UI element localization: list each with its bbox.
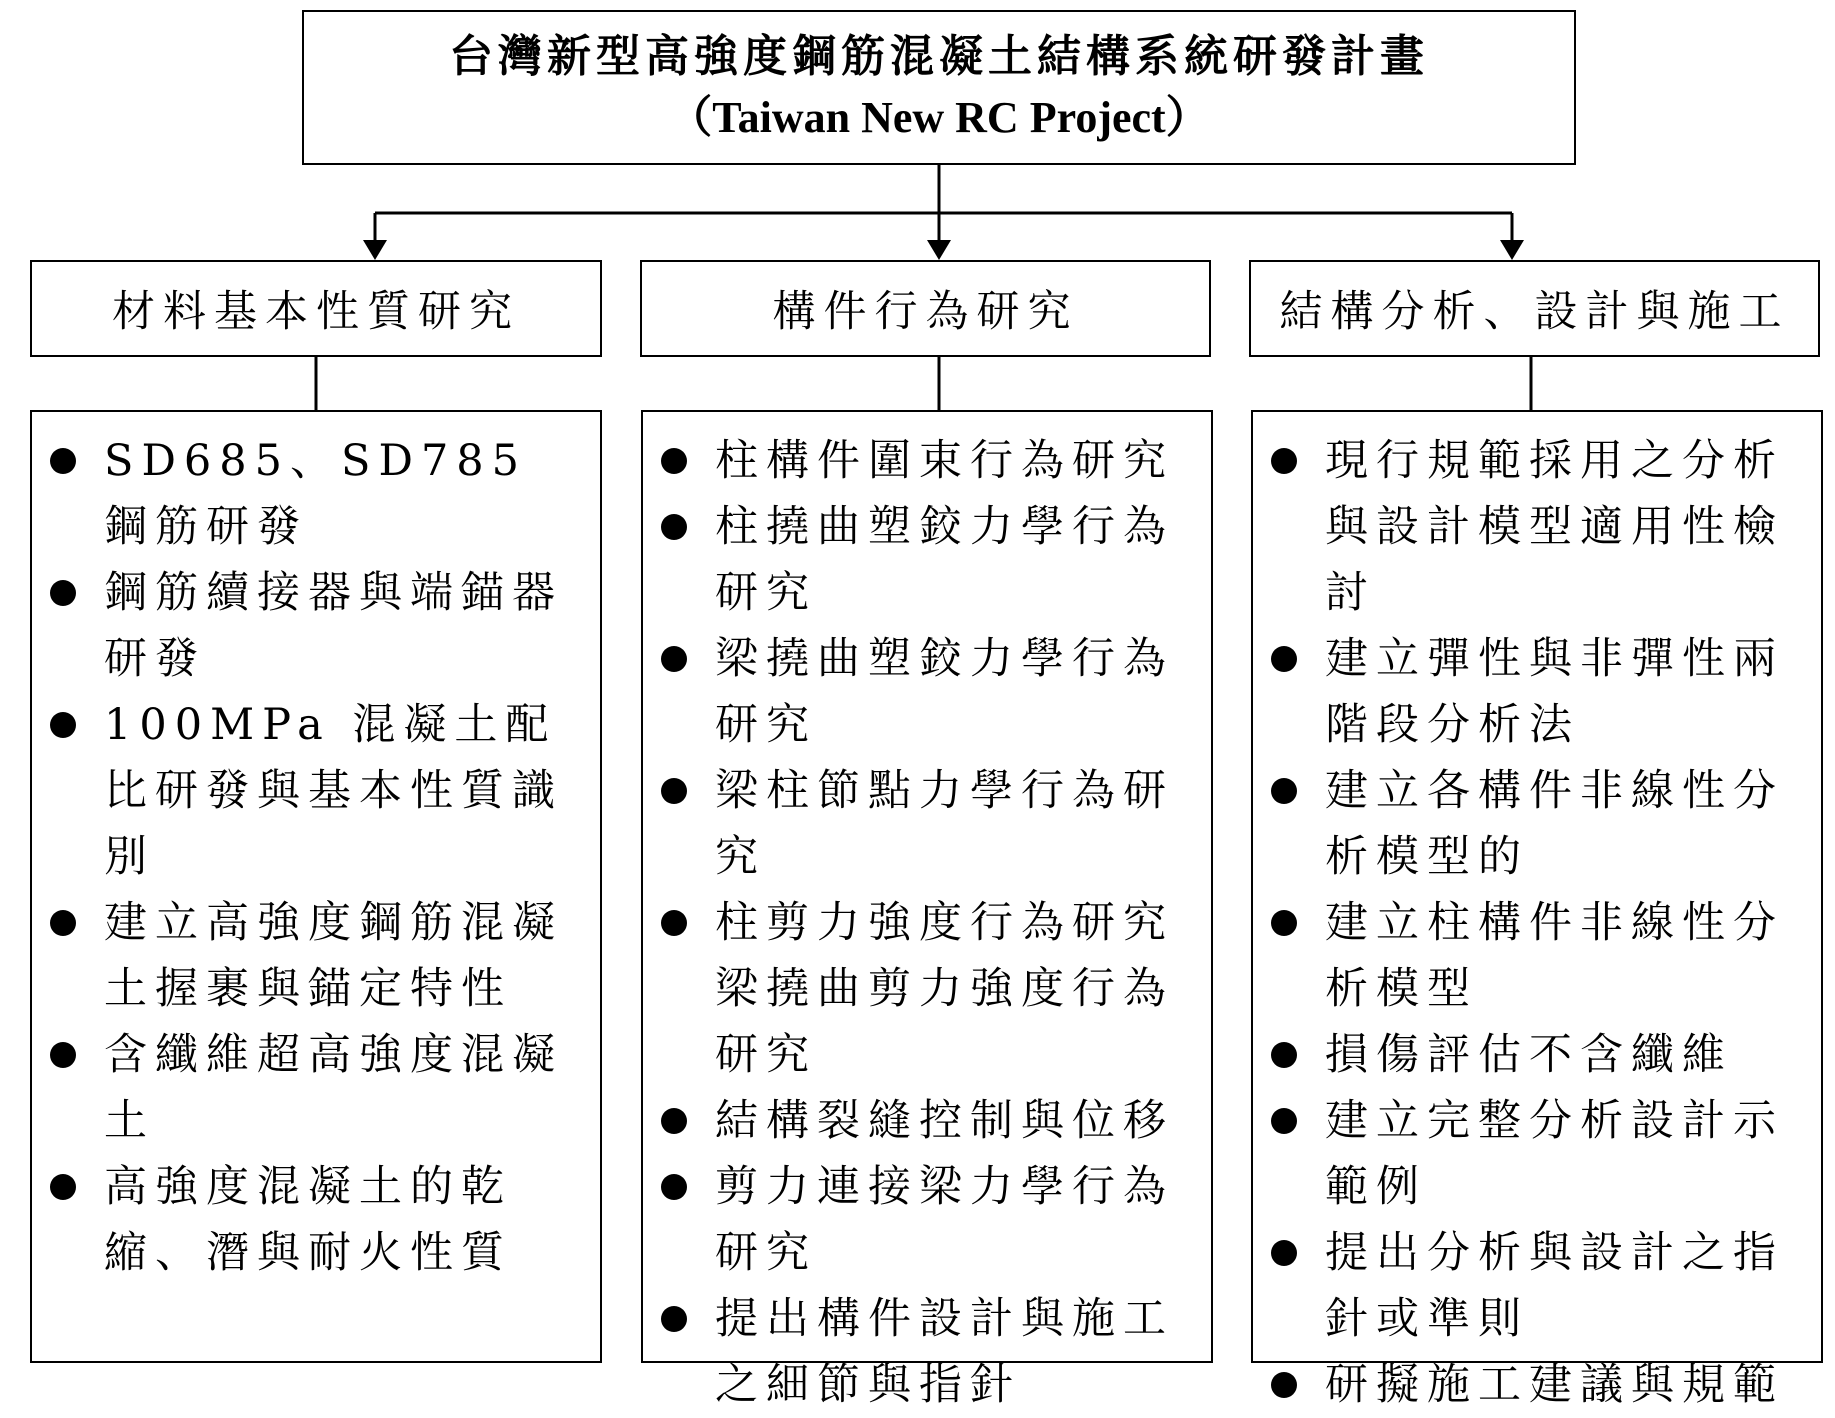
list-item xyxy=(653,1154,1203,1286)
list-item xyxy=(1263,890,1813,1022)
list-item xyxy=(42,1022,592,1154)
list-item-text: 柱撓曲塑鉸力學行為研究 xyxy=(715,502,1174,618)
bullet-icon xyxy=(50,910,76,936)
arrow-head-3 xyxy=(1500,240,1524,260)
list-item xyxy=(653,494,1203,626)
bullet-icon xyxy=(1271,1372,1297,1398)
list-item xyxy=(1263,1088,1813,1220)
project-title-en: （Taiwan New RC Project） xyxy=(668,92,1210,142)
project-title-zh: 台灣新型高強度鋼筋混凝土結構系統研發計畫 xyxy=(449,30,1429,82)
bullet-icon xyxy=(50,448,76,474)
list-item-text: 提出構件設計與施工之細節與指針 xyxy=(715,1294,1174,1410)
bullet-icon xyxy=(1271,910,1297,936)
bullet-icon xyxy=(661,1306,687,1332)
item-list-members xyxy=(653,428,1203,1418)
list-item-text: 梁柱節點力學行為研究 xyxy=(715,766,1174,882)
list-item xyxy=(1263,626,1813,758)
list-item-text: 結構裂縫控制與位移 xyxy=(715,1096,1174,1146)
category-box-members xyxy=(640,260,1211,357)
list-item xyxy=(1263,1352,1813,1418)
bullet-icon xyxy=(1271,1042,1297,1068)
item-list-box-materials xyxy=(30,410,602,1363)
category-label-structure: 結構分析、設計與施工 xyxy=(1279,287,1790,337)
list-item-text: 建立高強度鋼筋混凝土握裹與錨定特性 xyxy=(104,898,563,1014)
arrow-head-2 xyxy=(927,240,951,260)
category-box-materials xyxy=(30,260,602,357)
list-item xyxy=(653,428,1203,494)
bullet-icon xyxy=(661,448,687,474)
list-item-text: 建立柱構件非線性分析模型 xyxy=(1325,898,1784,1014)
bullet-icon xyxy=(1271,1240,1297,1266)
item-list-box-members xyxy=(641,410,1213,1410)
item-list-box-structure xyxy=(1251,410,1823,1410)
bullet-icon xyxy=(1271,646,1297,672)
project-title-box xyxy=(302,10,1576,165)
list-item xyxy=(653,1088,1203,1154)
bullet-icon xyxy=(1271,448,1297,474)
list-item xyxy=(1263,428,1813,626)
list-item-text: 含纖維超高強度混凝土 xyxy=(104,1030,563,1146)
list-item xyxy=(653,890,1203,1088)
list-item-text: 鋼筋續接器與端錨器研發 xyxy=(104,568,563,684)
list-item-text: 建立彈性與非彈性兩階段分析法 xyxy=(1325,634,1784,750)
item-list-materials xyxy=(42,428,592,1286)
list-item xyxy=(1263,1022,1813,1088)
category-label-materials: 材料基本性質研究 xyxy=(112,287,520,337)
list-item xyxy=(1263,1220,1813,1352)
list-item xyxy=(42,560,592,692)
category-label-members: 構件行為研究 xyxy=(772,287,1079,337)
list-item xyxy=(42,890,592,1022)
list-item-text: 提出分析與設計之指針或準則 xyxy=(1325,1228,1784,1344)
bullet-icon xyxy=(50,1174,76,1200)
bullet-icon xyxy=(661,1174,687,1200)
list-item xyxy=(42,1154,592,1286)
list-item-text: 現行規範採用之分析與設計模型適用性檢討 xyxy=(1325,436,1784,618)
list-item-text: 100MPa 混凝土配比研發與基本性質識別 xyxy=(104,700,563,882)
item-list-structure xyxy=(1263,428,1813,1418)
list-item xyxy=(653,758,1203,890)
list-item-text: 建立各構件非線性分析模型的 xyxy=(1325,766,1784,882)
arrow-head-1 xyxy=(363,240,387,260)
list-item-text: 梁撓曲塑鉸力學行為研究 xyxy=(715,634,1174,750)
bullet-icon xyxy=(1271,778,1297,804)
list-item-text: 研擬施工建議與規範 xyxy=(1325,1360,1784,1410)
bullet-icon xyxy=(50,580,76,606)
list-item-text: 柱剪力強度行為研究梁撓曲剪力強度行為研究 xyxy=(715,898,1174,1080)
list-item-text: 建立完整分析設計示範例 xyxy=(1325,1096,1784,1212)
list-item-text: 損傷評估不含纖維 xyxy=(1325,1030,1733,1080)
category-box-structure xyxy=(1249,260,1820,357)
list-item xyxy=(1263,758,1813,890)
bullet-icon xyxy=(661,910,687,936)
list-item-text: 柱構件圍束行為研究 xyxy=(715,436,1174,486)
bullet-icon xyxy=(661,778,687,804)
list-item-text: SD685、SD785 鋼筋研發 xyxy=(104,436,528,552)
list-item xyxy=(653,626,1203,758)
bullet-icon xyxy=(1271,1108,1297,1134)
list-item xyxy=(42,428,592,560)
bullet-icon xyxy=(661,1108,687,1134)
bullet-icon xyxy=(50,712,76,738)
bullet-icon xyxy=(661,514,687,540)
list-item xyxy=(653,1286,1203,1418)
list-item-text: 剪力連接梁力學行為研究 xyxy=(715,1162,1174,1278)
bullet-icon xyxy=(50,1042,76,1068)
list-item xyxy=(42,692,592,890)
list-item-text: 高強度混凝土的乾縮、潛與耐火性質 xyxy=(104,1162,512,1278)
bullet-icon xyxy=(661,646,687,672)
